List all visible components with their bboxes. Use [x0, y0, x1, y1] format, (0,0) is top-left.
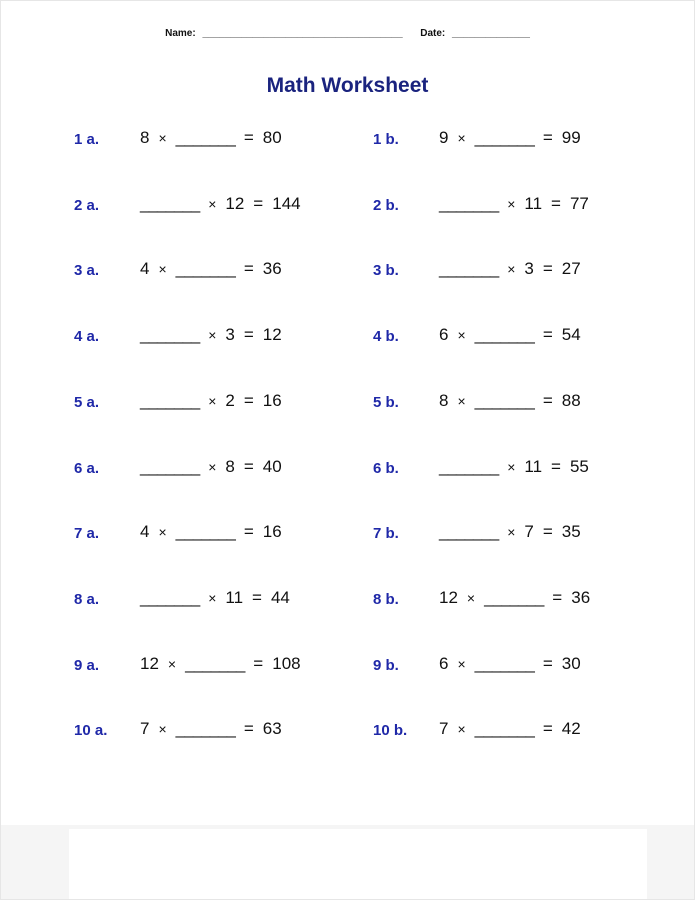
product-value: 144 — [272, 193, 301, 213]
factor-right: 8 — [225, 456, 235, 476]
factor-right: 2 — [225, 390, 235, 410]
problem-expression — [140, 588, 290, 608]
product-value: 12 — [262, 325, 282, 345]
problem-item — [373, 457, 663, 481]
problem-item — [373, 654, 663, 678]
equals-sign: = — [243, 259, 254, 279]
product-value: 16 — [262, 522, 282, 542]
equals-sign: = — [542, 653, 553, 673]
product-value: 44 — [270, 587, 290, 607]
multiply-sign: × — [457, 130, 466, 146]
answer-blank[interactable]: _______ — [474, 325, 534, 345]
multiply-sign: × — [208, 195, 217, 212]
problem-label: 2 b. — [373, 196, 399, 214]
answer-blank[interactable]: _______ — [175, 522, 235, 542]
answer-blank[interactable]: _______ — [474, 719, 534, 739]
answer-blank[interactable]: _______ — [439, 259, 499, 279]
factor-left: 7 — [439, 719, 449, 739]
problem-item — [74, 194, 364, 218]
product-value: 55 — [569, 456, 589, 476]
factor-right: 11 — [524, 193, 543, 213]
answer-blank[interactable]: _______ — [175, 719, 235, 739]
problem-expression — [140, 522, 282, 542]
multiply-sign: × — [167, 655, 177, 672]
multiply-sign: × — [158, 130, 167, 146]
answer-blank[interactable]: _______ — [140, 390, 200, 410]
product-value: 30 — [561, 653, 581, 673]
multiply-sign: × — [457, 655, 466, 672]
problem-label: 7 b. — [373, 525, 399, 543]
problem-expression — [140, 457, 282, 477]
problem-label: 9 b. — [373, 656, 399, 674]
problem-expression — [140, 719, 282, 739]
factor-right: 11 — [225, 587, 244, 607]
equals-sign: = — [253, 193, 264, 213]
factor-right: 7 — [524, 522, 534, 542]
problem-grid — [1, 1, 694, 899]
product-value: 77 — [569, 193, 589, 213]
problem-label: 3 b. — [373, 262, 399, 280]
equals-sign: = — [243, 456, 254, 476]
factor-right: 3 — [524, 259, 534, 279]
equals-sign: = — [542, 390, 553, 410]
factor-left: 9 — [439, 128, 449, 147]
problem-expression — [439, 259, 581, 279]
multiply-sign: × — [208, 327, 217, 344]
product-value: 80 — [262, 128, 282, 147]
equals-sign: = — [552, 587, 563, 607]
equals-sign: = — [542, 522, 553, 542]
product-value: 35 — [561, 522, 581, 542]
multiply-sign: × — [507, 524, 516, 541]
product-value: 16 — [262, 390, 282, 410]
product-value: 36 — [571, 587, 591, 607]
problem-label: 2 a. — [74, 196, 100, 214]
answer-blank[interactable]: _______ — [474, 653, 534, 673]
problem-item — [373, 719, 663, 743]
factor-right: 3 — [225, 325, 235, 345]
product-value: 40 — [262, 456, 282, 476]
date-line: ______________ — [452, 28, 530, 39]
answer-blank[interactable]: _______ — [439, 193, 499, 213]
answer-blank[interactable]: _______ — [140, 456, 200, 476]
equals-sign: = — [243, 719, 254, 739]
problem-expression — [439, 654, 581, 674]
product-value: 54 — [561, 325, 581, 345]
multiply-sign: × — [208, 589, 217, 606]
problem-label: 10 b. — [373, 722, 408, 740]
problem-expression — [439, 391, 581, 411]
multiply-sign: × — [507, 458, 516, 475]
problem-label: 5 a. — [74, 393, 100, 411]
problem-label: 9 a. — [74, 656, 100, 674]
equals-sign: = — [542, 259, 553, 279]
problem-item — [74, 325, 364, 349]
equals-sign: = — [252, 587, 262, 607]
problem-expression — [439, 457, 589, 477]
problem-label: 6 a. — [74, 459, 100, 477]
product-value: 63 — [262, 719, 282, 739]
equals-sign: = — [542, 719, 553, 739]
answer-blank[interactable]: _______ — [140, 325, 200, 345]
problem-label: 5 b. — [373, 393, 399, 411]
equals-sign: = — [253, 653, 264, 673]
answer-blank[interactable]: _______ — [484, 587, 544, 607]
equals-sign: = — [551, 193, 561, 213]
equals-sign: = — [542, 128, 553, 147]
answer-blank[interactable]: _______ — [185, 653, 245, 673]
problem-item — [373, 325, 663, 349]
multiply-sign: × — [507, 195, 516, 212]
problem-expression — [140, 654, 301, 674]
answer-blank[interactable]: _______ — [140, 193, 200, 213]
problem-expression — [140, 391, 282, 411]
multiply-sign: × — [208, 458, 217, 475]
problem-item — [373, 194, 663, 218]
multiply-sign: × — [457, 327, 466, 344]
problem-expression — [439, 588, 590, 608]
footer-shade — [1, 825, 694, 899]
problem-item — [373, 128, 663, 152]
multiply-sign: × — [158, 721, 167, 738]
problem-label: 4 b. — [373, 328, 399, 346]
factor-left: 12 — [140, 653, 159, 673]
problem-item — [74, 259, 364, 283]
name-line: ____________________________________ — [202, 28, 403, 39]
factor-left: 7 — [140, 719, 150, 739]
problem-expression — [140, 128, 282, 148]
equals-sign: = — [551, 456, 561, 476]
problem-label: 1 b. — [373, 131, 399, 148]
problem-label: 4 a. — [74, 328, 100, 346]
factor-left: 12 — [439, 587, 458, 607]
problem-item — [373, 522, 663, 546]
multiply-sign: × — [208, 392, 217, 409]
factor-left: 4 — [140, 522, 150, 542]
problem-expression — [439, 128, 581, 148]
problem-expression — [439, 325, 581, 345]
product-value: 42 — [561, 719, 581, 739]
multiply-sign: × — [158, 261, 167, 278]
answer-blank[interactable]: _______ — [175, 128, 235, 147]
problem-item — [373, 259, 663, 283]
problem-item — [74, 654, 364, 678]
equals-sign: = — [243, 325, 254, 345]
equals-sign: = — [243, 128, 254, 147]
problem-item — [74, 391, 364, 415]
answer-blank[interactable]: _______ — [439, 522, 499, 542]
factor-left: 8 — [140, 128, 150, 147]
problem-expression — [140, 259, 282, 279]
name-label: Name: — [165, 28, 196, 39]
problem-expression — [439, 194, 589, 214]
multiply-sign: × — [158, 524, 167, 541]
problem-label: 8 b. — [373, 590, 399, 608]
problem-item — [74, 457, 364, 481]
product-value: 99 — [561, 128, 581, 147]
problem-expression — [439, 522, 581, 542]
problem-label: 6 b. — [373, 459, 399, 477]
product-value: 27 — [561, 259, 581, 279]
factor-left: 4 — [140, 259, 150, 279]
product-value: 108 — [272, 653, 301, 673]
factor-right: 12 — [225, 193, 245, 213]
problem-item — [74, 588, 364, 612]
multiply-sign: × — [457, 392, 466, 409]
problem-expression — [140, 325, 282, 345]
answer-blank[interactable]: _______ — [474, 128, 534, 147]
problem-expression — [439, 719, 581, 739]
factor-left: 8 — [439, 390, 449, 410]
date-label: Date: — [420, 28, 446, 39]
problem-item — [373, 588, 663, 612]
problem-label: 8 a. — [74, 590, 100, 608]
factor-left: 6 — [439, 325, 449, 345]
problem-expression — [140, 194, 301, 214]
footer-panel — [69, 829, 647, 899]
product-value: 88 — [561, 390, 581, 410]
problem-item — [74, 128, 364, 152]
answer-blank[interactable]: _______ — [474, 390, 534, 410]
problem-label: 7 a. — [74, 525, 100, 543]
problem-item — [373, 391, 663, 415]
problem-label: 1 a. — [74, 131, 100, 148]
answer-blank[interactable]: _______ — [175, 259, 235, 279]
equals-sign: = — [243, 522, 254, 542]
multiply-sign: × — [457, 721, 466, 738]
problem-label: 3 a. — [74, 262, 100, 280]
multiply-sign: × — [466, 589, 476, 606]
factor-left: 6 — [439, 653, 449, 673]
factor-right: 11 — [524, 456, 543, 476]
answer-blank[interactable]: _______ — [439, 456, 499, 476]
multiply-sign: × — [507, 261, 516, 278]
equals-sign: = — [542, 325, 553, 345]
equals-sign: = — [243, 390, 254, 410]
answer-blank[interactable]: _______ — [140, 587, 200, 607]
problem-item — [74, 719, 364, 743]
problem-label: 10 a. — [74, 722, 108, 740]
problem-item — [74, 522, 364, 546]
page-title: Math Worksheet — [266, 74, 429, 97]
product-value: 36 — [262, 259, 282, 279]
